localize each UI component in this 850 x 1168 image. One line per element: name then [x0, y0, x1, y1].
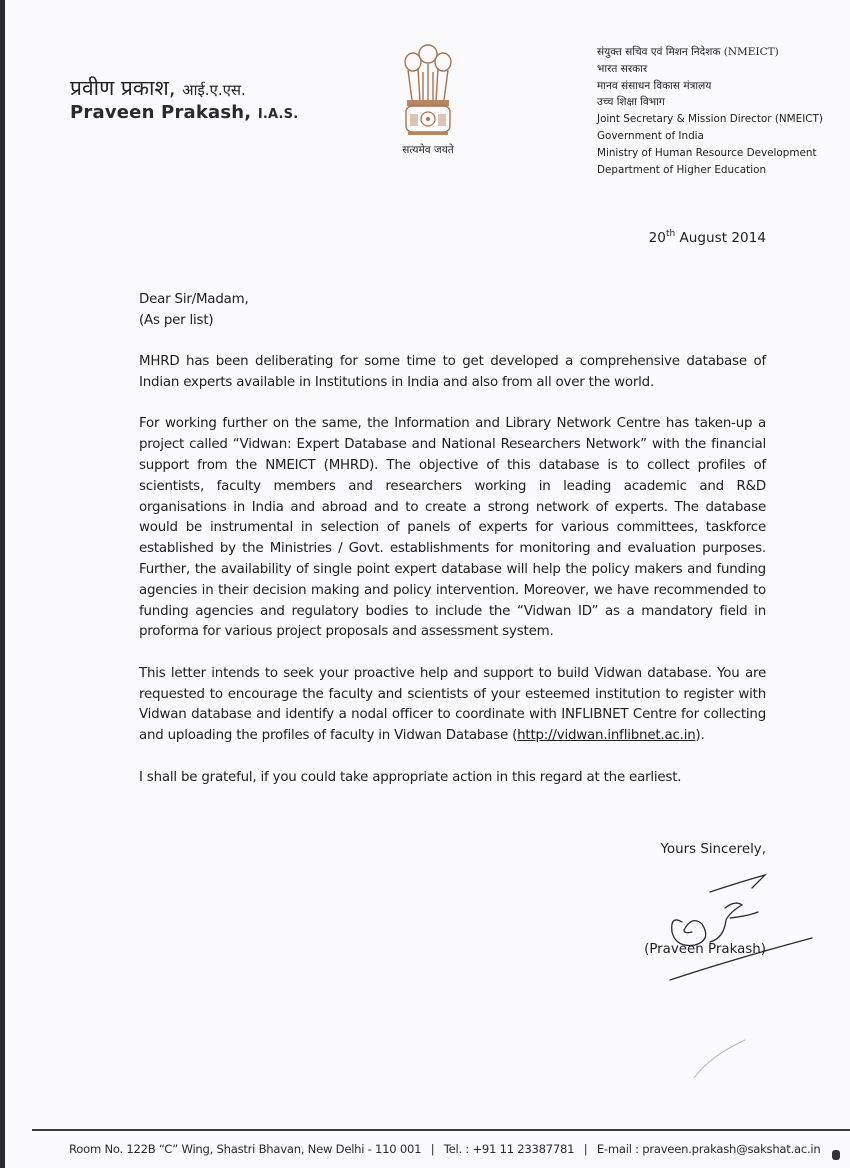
paragraph: For working further on the same, the Information and Library Network Centre has taken-up a project called “Vidwan: Expert Database and National Researchers Network” with the financial support from the NMEICT (MHRD). The objective of this database is to collect profiles of scientists, faculty members and researchers working in leading academic and R&D organisations in India and abroad and to create a strong network of experts. The database would be instrumental in selection of panels of experts for various committees, taskforce established by the Ministries / Govt. establishments for monitoring and evaluation purposes. Further, the availability of single point expert database will help the policy makers and funding agencies in their decision making and policy intervention. Moreover, we have recommended to funding agencies and regulatory bodies to include the “Vidwan ID” as a mandatory field in proforma for various project proposals and assessment system. — [139, 416, 766, 640]
designation-hi-line: संयुक्त सचिव एवं मिशन निदेशक (NMEICT) — [597, 46, 779, 58]
designation-en-line: Department of Higher Education — [597, 163, 767, 176]
sender-name-hindi — [70, 74, 246, 102]
signature-icon — [640, 860, 820, 990]
footer-divider — [32, 1129, 850, 1131]
footer-phone: Tel. : +91 11 23387781 — [443, 1142, 575, 1156]
salutation: Dear Sir/Madam, — [139, 292, 249, 307]
footer-separator: | — [430, 1142, 435, 1156]
designation-en-line: Ministry of Human Resource Development — [597, 146, 817, 159]
ias-english: I.A.S. — [257, 107, 299, 122]
scan-artifact — [832, 1150, 840, 1160]
link-open: ( — [512, 728, 518, 744]
recipient-note: (As per list) — [139, 312, 214, 328]
salutation-block — [139, 290, 766, 332]
paragraph: I shall be grateful, if you could take appropriate action in this regard at the earliest. — [139, 769, 682, 785]
closing: Yours Sincerely, — [660, 842, 766, 857]
vidwan-link[interactable]: http://vidwan.inflibnet.ac.in — [517, 728, 696, 744]
footer-email: E-mail : praveen.prakash@sakshat.ac.in — [596, 1142, 821, 1156]
footer-separator: | — [583, 1142, 588, 1156]
footer-contact — [69, 1142, 821, 1156]
link-close: ). — [695, 728, 705, 744]
designation-hi-line: उच्च शिक्षा विभाग — [597, 96, 665, 109]
designation-en-line: Joint Secretary & Mission Director (NMEICT) — [597, 113, 823, 126]
scan-edge — [0, 0, 5, 1168]
designation-hi-line: मानव संसाधन विकास मंत्रालय — [597, 79, 712, 92]
date-suffix: th — [665, 229, 676, 239]
letter-date — [620, 229, 766, 246]
national-emblem-icon — [398, 40, 458, 140]
sender-name-english — [70, 102, 298, 123]
date-rest: August 2014 — [679, 230, 766, 246]
paragraph: MHRD has been deliberating for some time to get developed a comprehensive database of Indian experts available in Institutions in India and also from all over the world. — [139, 354, 766, 390]
emblem-motto: सत्यमेव जयते — [402, 144, 454, 156]
name-hindi: प्रवीण प्रकाश, — [70, 76, 176, 100]
letter-body — [139, 290, 766, 809]
signatory-name: (Praveen Prakash) — [644, 942, 766, 957]
designation-block — [597, 44, 823, 178]
paragraph — [139, 664, 766, 747]
stray-pen-mark — [690, 1020, 770, 1080]
designation-hi-line: भारत सरकार — [597, 62, 648, 75]
designation-en-line: Government of India — [597, 129, 704, 142]
name-english: Praveen Prakash, — [70, 102, 252, 123]
paragraph-text: This letter intends to seek your proactive help and support to build Vidwan database. You are requested to encourage the faculty and scientists of your esteemed institution to register with Vidwan database and identify a nodal officer to coordinate with INFLIBNET Centre for collecting and uploading the profiles of faculty in Vidwan Database — [139, 665, 766, 744]
date-day: 20 — [648, 230, 666, 246]
footer-address: Room No. 122B “C” Wing, Shastri Bhavan, New Delhi - 110 001 — [69, 1142, 422, 1156]
ias-hindi: आई.ए.एस. — [182, 81, 246, 99]
